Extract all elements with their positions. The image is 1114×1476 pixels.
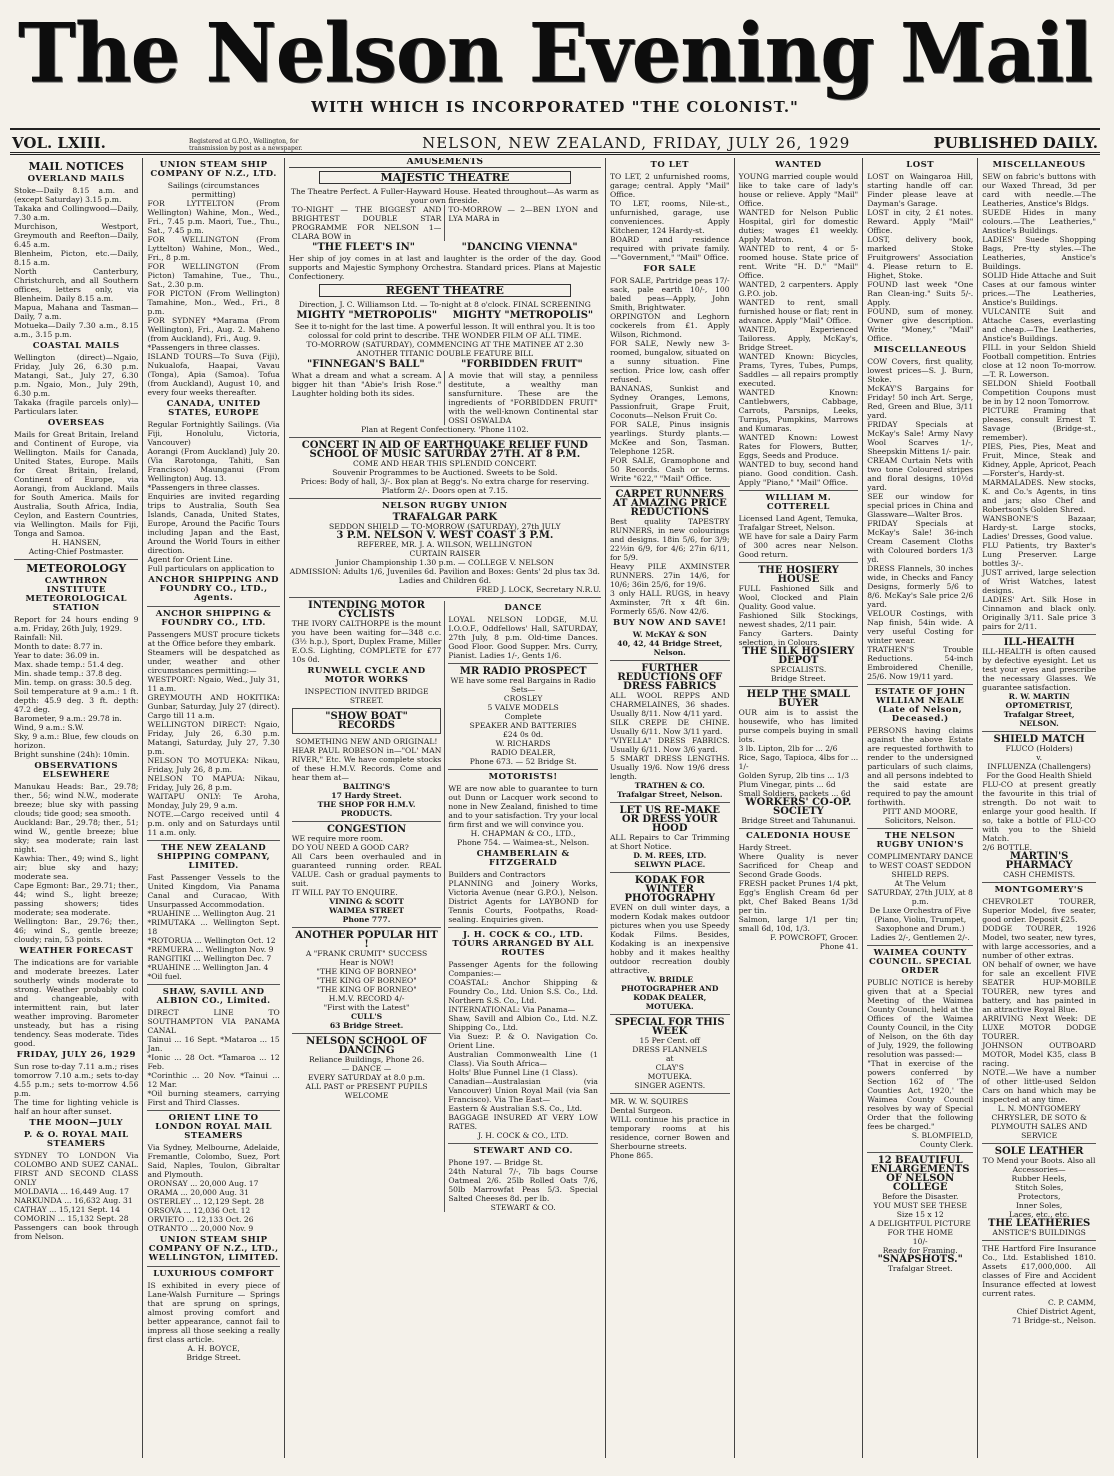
hosiery-house-body: FULL Fashioned Silk and Wool, Clocked and Plain Quality. Good value. Fashioned Silk Stockings, newest shades, 2/11 pair. Fancy Garters. Dainty selection, in Colours. bbox=[738, 584, 859, 647]
match-fixture: 3 P.M. NELSON V. WEST COAST 3 P.M. bbox=[336, 530, 554, 541]
estate-body: PERSONS having claims against the above Estate are requested forthwith to render to the undersigned particulars of such claims, and all persons indebted to the said estate are required to pay the amount forthwith. bbox=[867, 726, 974, 807]
caledonia-body: Hardy Street. Where Quality is never Sacrificed for Cheap and Second Grade Goods. FRESH packet Prunes 1/4 pkt, Egg's English Cream 6d per pkt, Chef Baked Beans 1/3d per tin. Salmon, large 1/1 per tin; small 6d, 10d, 1/3. bbox=[738, 843, 859, 933]
divider bbox=[14, 559, 138, 560]
leatheries-address: ANSTICE'S BUILDINGS bbox=[992, 1228, 1086, 1237]
column-wanted bbox=[735, 158, 864, 1458]
trathen-signature: TRATHEN & CO. Trafalgar Street, Nelson. bbox=[616, 781, 723, 799]
divider bbox=[289, 498, 601, 499]
rugby-secretary: FRED J. LOCK, Secretary N.R.U. bbox=[476, 585, 601, 594]
columns bbox=[10, 158, 1100, 1458]
curtain-raiser: CURTAIN RAISER Junior Championship 1.30 p.m. — COLLEGE V. NELSON ADMISSION: Adults 1/6, Juveniles 6d. Pavilion and Boxes: Gents' 2d plus tax 3d. Ladies and Children 6d. bbox=[289, 549, 600, 585]
rugby-union-heading: NELSON RUGBY UNION bbox=[382, 501, 508, 511]
cotterell-heading: WILLIAM M. COTTERELL bbox=[765, 493, 832, 512]
dateline bbox=[10, 128, 1100, 155]
waimea-heading: WAIMEA COUNTY COUNCIL. SPECIAL ORDER bbox=[869, 948, 972, 976]
divider bbox=[292, 927, 442, 928]
amusements-lower-right bbox=[445, 601, 601, 1212]
divider bbox=[982, 634, 1096, 635]
squires-notice: MR. W. W. SQUIRES Dental Surgeon. WILL continue his practice in temporary rooms at his residence, corner Bowen and Sherbourne streets. Phone 865. bbox=[609, 1097, 730, 1160]
divider bbox=[982, 1240, 1096, 1241]
moon-heading: THE MOON—JULY bbox=[29, 1118, 124, 1128]
pitt-moore-signature: PITT AND MOORE, Solicitors, Nelson. bbox=[882, 807, 958, 825]
orient-line-heading: ORIENT LINE TO LONDON ROYAL MAIL STEAMERS bbox=[155, 1113, 272, 1141]
shield-match-body: FLUCO (Holders) v. INFLUENZA (Challengers) For the Good Health Shield bbox=[986, 744, 1092, 780]
montgomery-body: CHEVROLET TOURER, Superior Model, five seater, good order. Deposit £25. DODGE TOURER, 1926 Model, two seater, new tyres, with large accessories, and a number of other extras. ON behalf of owner, we have for sale an excellent FIVE SEATER HUP-MOBILE TOURER, new tyres and battery, and has painted in an attractive Royal Blue. ARRIVING Next Week: DE LUXE MOTOR DODGE TOURER. JOHNSON OUTBOARD MOTOR, Model K35, class B racing. NOTE.—We have a number of other little-used Seldon Cars on hand which may be inspected at any time. bbox=[982, 897, 1096, 1104]
chamberlain-heading: CHAMBERLAIN & FITZGERALD bbox=[476, 849, 570, 868]
metropolis-title-left: MIGHTY "METROPOLIS" bbox=[296, 310, 438, 321]
carpet-runners-heading: CARPET RUNNERS AT AMAZING PRICE REDUCTIONS bbox=[612, 489, 727, 518]
runwell-heading: RUNWELL CYCLE AND MOTOR WORKS bbox=[307, 666, 426, 685]
divider bbox=[448, 927, 598, 928]
divider bbox=[610, 660, 730, 661]
silk-hosiery-body: SPECIALISTS. Bridge Street. bbox=[770, 665, 827, 683]
union-subheading: Sailings (circumstances permitting) bbox=[167, 181, 260, 199]
kodak-body: EVEN on dull winter days, a modern Kodak makes outdoor pictures when you use Speedy Kodak Films. Besides, Kodaking is an inexpensive hobby and it makes healthy outdoor recreation doubly attractive. bbox=[609, 903, 730, 975]
divider bbox=[739, 828, 859, 829]
sun-times: Sun rose to-day 7.11 a.m.; rises tomorrow 7.10 a.m.; sets to-day 4.55 p.m.; sets to-morrow 4.56 p.m. The time for lighting vehicle is half an hour after sunset. bbox=[14, 1062, 139, 1116]
baltings-signature: BALTING'S 17 Hardy Street. THE SHOP FOR H.M.V. PRODUCTS. bbox=[317, 782, 416, 818]
divider bbox=[448, 769, 598, 770]
divider bbox=[739, 562, 859, 563]
singer-agents: SINGER AGENTS. bbox=[634, 1081, 706, 1090]
divider bbox=[147, 984, 279, 985]
divider bbox=[867, 945, 973, 946]
divider bbox=[289, 597, 601, 598]
seddon-shield: SEDDON SHIELD — TO-MORROW (SATURDAY), 27th JULY bbox=[329, 522, 561, 531]
weather-forecast-heading: WEATHER FORECAST bbox=[19, 946, 134, 956]
richards-signature: W. RICHARDS RADIO DEALER, Phone 673. — 52 Bridge St. bbox=[469, 739, 577, 766]
tonight-bill: TO-NIGHT — THE BIGGEST AND BRIGHTEST DOUBLE STAR PROGRAMME FOR NELSON 1—CLARA BOW in bbox=[289, 205, 446, 241]
divider bbox=[867, 828, 973, 829]
small-buyer-body: OUR aim is to assist the housewife, who has limited purse compels buying in small lots. 3 lb. Lipton, 2lb for ... 2/6 Rice, Sago, Tapioca, 4lbs for ... 1/- Golden Syrup, 2lb tins ... 1/3 Plum Vinegar, pints ... 6d Small Soldiers, packets ... 6d bbox=[738, 708, 859, 798]
showboat-sub: SOMETHING NEW AND ORIGINAL! bbox=[295, 737, 438, 746]
showboat-box bbox=[292, 708, 442, 734]
divider bbox=[739, 686, 859, 687]
hosiery-house-heading: THE HOSIERY HOUSE bbox=[757, 565, 839, 585]
enlargements-heading: 12 BEAUTIFUL ENLARGEMENTS OF NELSON COLLEGE bbox=[870, 1155, 970, 1193]
divider bbox=[147, 1110, 279, 1111]
forbidden-fruit-title: "FORBIDDEN FRUIT" bbox=[461, 359, 583, 370]
majestic-bill bbox=[289, 205, 601, 241]
shield-match-heading: SHIELD MATCH bbox=[993, 734, 1085, 745]
place-and-date: NELSON, NEW ZEALAND, FRIDAY, JULY 26, 1929 bbox=[422, 134, 851, 152]
column-shipping bbox=[143, 158, 284, 1458]
overseas-mails: Mails for Great Britain, Ireland and Continent of Europe, via Wellington. Mails for Canada, United States, Europe. Mails for Great Britain, Ireland, Continent of Europe, via Aorangi, from Auckland. Mails for South America. Mails for Australia, South Africa, India, Ceylon, and Eastern Countries, via Wellington. Mails for Fiji, Tonga and Samoa. bbox=[14, 430, 139, 538]
stewart-heading: STEWART AND CO. bbox=[473, 1146, 573, 1156]
lost-ads: LOST on Waingaroa Hill, starting handle off car. Finder please leave at Dayman's Garage. LOST in city, 2 £1 notes. Reward. Apply "Mail" Office. LOST, delivery book, marked Stoke Fruitgrowers' Association 4. Please return to E. Highet, Stoke. FOUND last week "One Ran Clean-ing." Suits 5/-. Apply. FOUND, sum of money. Owner give description. Write "Money," "Mail" Office. bbox=[867, 172, 974, 343]
blomfield-signature: S. BLOMFIELD, County Clerk. bbox=[911, 1131, 974, 1149]
observations-heading: OBSERVATIONS ELSEWHERE bbox=[34, 761, 119, 780]
popular-hit-heading: ANOTHER POPULAR HIT ! bbox=[295, 930, 438, 950]
metropolis-title-right: MIGHTY "METROPOLIS" bbox=[452, 310, 594, 321]
postmaster-signature: H. HANSEN, Acting-Chief Postmaster. bbox=[28, 538, 124, 556]
workers-coop-address: Bridge Street and Tahunanui. bbox=[741, 816, 856, 825]
special-body: 15 Per Cent. off DRESS FLANNELS at CLAY'S MOTUEKA. bbox=[632, 1036, 708, 1081]
volume-number: VOL. LXIII. bbox=[12, 134, 106, 152]
regent-tomorrow: TO-MORROW (SATURDAY), COMMENCING AT THE MATINEE AT 2.30 ANOTHER TITANIC DOUBLE FEATURE BILL bbox=[306, 340, 584, 358]
union-sailings: FOR LYTTELTON (From Wellington) Wahine, Mon., Wed., Fri., 7.45 p.m. Maori, Tue., Thu., Sat., 7.45 p.m. FOR WELLINGTON (From Lyttelton) Wahine, Mon., Wed., Fri., 8 p.m. FOR WELLINGTON (From Picton) Tamahine, Tue., Thu., Sat., 2.30 p.m. FOR PICTON (From Wellington) Tamahine, Mon., Wed., Fri., 8 p.m. FOR SYDNEY *Marama (From Wellington), Fri., Aug. 2. Maheno (from Auckland), Fri., Aug. 9. *Passengers in three classes. ISLAND TOURS—To Suva (Fiji), Nukualofa, Haapai, Vavau (Tonga), Apia (Samoa). Tofua (from Auckland), August 10, and every four weeks thereafter. bbox=[147, 199, 280, 397]
majestic-theatre-heading: MAJESTIC THEATRE bbox=[319, 171, 571, 184]
for-sale-heading: FOR SALE bbox=[643, 264, 697, 274]
cock-body: Passenger Agents for the following Companies:— COASTAL: Anchor Shipping & Foundry Co., Ltd. Union S.S. Co., Ltd. Northern S.S. Co., Ltd. INTERNATIONAL: Via Panama— Shaw, Savill and Albion Co., Ltd. N.Z. Shipping Co., Ltd. Via Suez: P. & O. Navigation Co. Orient Line. Australian Commonwealth Line (1 Class). Via South Africa— Holts' Blue Funnel Line (1 Class). Canadian—Australasian (via Vancouver) Union Royal Mail (via San Francisco). Via The East— Eastern & Australian S.S. Co., Ltd. BAGGAGE INSURED AT VERY LOW RATES. bbox=[448, 960, 598, 1131]
lost-heading: LOST bbox=[906, 160, 935, 170]
met-report: Report for 24 hours ending 9 a.m. Friday, 26th July, 1929. Rainfall: Nil. Month to date: 8.77 in. Year to date: 36.09 in. Max. shade temp.: 51.4 deg. Min. shade temp.: 37.8 deg. Min. temp. on grass: 30.5 deg. Soil temperature at 9 a.m.: 1 ft. depth: 45.9 deg. 3 ft. depth: 47.2 deg. Barometer, 9 a.m.: 29.78 in. Wind, 9 a.m.: S.W. Sky, 9 a.m.: Blue, few clouds on horizon. Bright sunshine (24h): 10min. bbox=[14, 615, 139, 759]
metropolis-title-row bbox=[289, 311, 601, 320]
motor-cyclists-heading: INTENDING MOTOR CYCLISTS bbox=[308, 600, 425, 620]
martins-pharmacy-sub: CASH CHEMISTS. bbox=[1003, 870, 1076, 879]
trafalgar-park: TRAFALGAR PARK bbox=[392, 512, 498, 523]
martin-optometrist: R. W. MARTIN OPTOMETRIST, Trafalgar Street, NELSON. bbox=[1003, 692, 1075, 728]
silk-hosiery-heading: THE SILK HOSIERY DEPOT bbox=[742, 646, 855, 666]
stewart-signature: STEWART & CO. bbox=[490, 1203, 556, 1212]
met-station-heading: CAWTHRON INSTITUTE METEOROLOGICAL STATION bbox=[25, 576, 127, 613]
montgomery-heading: MONTGOMERY'S bbox=[994, 885, 1084, 895]
majestic-intro: The Theatre Perfect. A Fuller-Hayward House. Heated throughout—As warm as your own fireside. bbox=[290, 187, 599, 205]
registration-note: Registered at G.P.O., Wellington, for transmission by post as a newspaper. bbox=[189, 138, 303, 152]
hood-body: ALL Repairs to Car Trimming at Short Notice. bbox=[609, 833, 730, 851]
wanted-ads: YOUNG married couple would like to take care of lady's house or relieve. Apply "Mail" Office. WANTED for Nelson Public Hospital, girl for domestic duties; wages £1 weekly. Apply Matron. WANTED to rent, 4 or 5-roomed house. State price of rent. Write "H. D." "Mail" Office. WANTED, 2 carpenters. Apply G.P.O. job. WANTED to rent, small furnished house or flat; rent in advance. Apply "Mail" Office. WANTED, Experienced Tailoress. Apply, McKay's, Bridge Street. WANTED Known: Bicycles, Prams, Tyres, Tubes, Pumps, Saddles — all repairs promptly executed. WANTED Known: Cantlebwers, Cabbage, Carrots, Parsnips, Leeks, Turnips, Pumpkins, Marrows and Kumaras. WANTED Known: Lowest Rates for Flowers, Butter, Eggs, Seeds and Produce. WANTED to buy, second hand piano. Good condition. Cash. Apply "Piano," "Mail" Office. bbox=[738, 172, 859, 487]
divider bbox=[610, 1014, 730, 1015]
divider bbox=[867, 684, 973, 685]
culls-signature: CULL'S 63 Bridge Street. bbox=[329, 1012, 404, 1030]
masthead-subtitle: WITH WHICH IS INCORPORATED "THE COLONIST." bbox=[311, 98, 799, 116]
runwell-sub: INSPECTION INVITED BRIDGE STREET. bbox=[304, 687, 429, 705]
nz-shipping-heading: THE NEW ZEALAND SHIPPING COMPANY, LIMITED. bbox=[157, 843, 271, 871]
divider bbox=[982, 731, 1096, 732]
double-feature-body bbox=[289, 371, 601, 425]
hood-heading: LET US RE-MAKE OR DRESS YOUR HOOD bbox=[619, 805, 720, 834]
coastal-mails: Wellington (direct)—Ngaio, Friday, July 26, 6.30 p.m. Matangi, Sat., July 27, 6.30 p.m. Ngaio, Mon., July 29th, 6.30 p.m. Takaka (fragile parcels only)—Particulars later. bbox=[14, 353, 139, 416]
to-let-ads: TO LET, 2 unfurnished rooms, garage; central. Apply "Mail" Office. TO LET, rooms, Nile-st., unfurnished, garage, use conveniences. Apply Kitchener, 124 Hardy-st. BOARD and residence required with private family.—"Government," "Mail" Office. bbox=[609, 172, 730, 262]
enlargements-body: Before the Disaster. YOU MUST SEE THESE Size 15 x 12 A DELIGHTFUL PICTURE FOR THE HOME 10/- Ready for Framing. bbox=[869, 1192, 971, 1255]
showboat-body: HEAR PAUL ROBESON in—"OL' MAN RIVER," Etc. We have complete stocks of these H.M.V. Records. Come and hear them at— bbox=[291, 746, 442, 782]
divider bbox=[448, 663, 598, 664]
concert-body: COME AND HEAR THIS SPLENDID CONCERT. Souvenir Programmes to be Auctioned. Sweets to be Sold. Prices: Body of hall, 3/-. Box plan at Begg's. No extra charge for reserving. Platform 2/-. Doors open at 7.15. bbox=[300, 459, 589, 495]
dancing-vienna-title: "DANCING VIENNA" bbox=[461, 242, 578, 253]
divider bbox=[448, 1143, 598, 1144]
tomorrow-bill: TO-MORROW — 2—BEN LYON and LYA MARA in bbox=[448, 205, 598, 223]
carpet-runners-body: Best quality TAPESTRY RUNNERS, in new colourings and designs. 18in 5/6, for 3/9; 22½in 6/9, for 4/6; 27in 6/11, for 5/9. Heavy PILE AXMINSTER RUNNERS. 27in 14/6, for 10/6; 36in 25/6, for 19/6. 3 only HALL RUGS, in heavy Axminster, 7ft x 4ft 6in. Formerly 65/6. Now 42/6. bbox=[609, 517, 730, 616]
divider bbox=[147, 606, 279, 607]
dance-body: LOYAL NELSON LODGE, M.U. I.O.O.F., Oddfellows' Hall, SATURDAY, 27th July, 8 p.m. Old-time Dances. Good Floor. Good Supper. Mrs. Curry, Pianist. Ladies 1/-, Gents 1/6. bbox=[448, 615, 598, 660]
divider bbox=[867, 1152, 973, 1153]
hartford-signature: C. P. CAMM, Chief District Agent, 71 Bridge-st., Nelson. bbox=[1011, 1298, 1096, 1325]
to-let-heading: TO LET bbox=[650, 160, 689, 170]
overland-heading: OVERLAND MAILS bbox=[27, 174, 125, 184]
column-mail-notices bbox=[10, 158, 143, 1458]
dancing-school-body: Reliance Buildings, Phone 26. — DANCE — EVERY SATURDAY at 8.0 p.m. ALL PAST or PRESENT PUPILS WELCOME bbox=[305, 1055, 428, 1100]
leatheries-heading: THE LEATHERIES bbox=[988, 1218, 1091, 1229]
motor-cyclists-ad: THE IVORY CALTHORPE is the mount you have been waiting for—348 c.c. (3½ h.p.), Sport, Duplex Frame, Miller E.O.S. Lighting, COMPLETE for £77 10s 0d. bbox=[291, 619, 442, 664]
powcroft-signature: F. POWCROFT, Grocer. Phone 41. bbox=[770, 933, 859, 951]
kodak-heading: KODAK FOR WINTER PHOTOGRAPHY bbox=[624, 875, 716, 904]
bridle-signature: W. BRIDLE PHOTOGRAPHER AND KODAK DEALER, MOTUEKA. bbox=[621, 975, 719, 1011]
overland-mails: Stoke—Daily 8.15 a.m. and (except Saturday) 3.15 p.m. Takaka and Collingwood—Daily, 7.30 a.m. Murchison, Westport, Greymouth and Reefton—Daily, 6.45 a.m. Blenheim, Picton, etc.—Daily, 8.15 a.m. North Canterbury, Christchurch, and all Southern offices, letters only, via Blenheim. Daily 8.15 a.m. Mapua, Mahana and Tasman—Daily, 7 a.m. Motueka—Daily 7.30 a.m., 8.15 a.m., 3.15 p.m. bbox=[14, 186, 139, 339]
luxurious-comfort-heading: LUXURIOUS COMFORT bbox=[153, 1269, 274, 1279]
fluco-body: FLU-CO at present greatly the favourite in this trial of strength. Do not wait to enlarge your good health. If so, take a bottle of FLU-CO with you to the Shield Match. 2/6 BOTTLE. bbox=[982, 780, 1096, 852]
heaton-signature: H. CHAPMAN & CO., LTD., Phone 754. — Waimea-st., Nelson. bbox=[457, 829, 590, 847]
concert-heading: CONCERT IN AID OF EARTHQUAKE RELIEF FUND bbox=[301, 440, 588, 451]
referee: REFEREE, MR. J. A. WILSON, WELLINGTON bbox=[357, 540, 533, 549]
sole-leather-heading: SOLE LEATHER bbox=[994, 1146, 1084, 1157]
canada-sailings: Regular Fortnightly Sailings. (Via Fiji, Honolulu, Victoria, Vancouver) Aorangi (From Auckland) July 20. (Via Rarotonga, Tahiti, San Francisco) Maunganui (From Wellington) Aug. 13. *Passengers in three classes. Enquiries are invited regarding trips to Australia, South Sea Islands, Canada, United States, Europe, Around the Pacific Tours including Japan and the East, Around the World Tours in either direction. Agent for Orient Line. Full particulars on application to bbox=[147, 420, 280, 573]
divider bbox=[292, 1033, 442, 1034]
double-feature bbox=[289, 360, 601, 369]
metropolis-body: See it to-night for the last time. A powerful lesson. It will enthral you. It is too colossal for cold print to describe. THE WONDER FILM OF ALL TIME. bbox=[294, 322, 595, 340]
divider bbox=[739, 490, 859, 491]
snapshots-heading: "SNAPSHOTS." bbox=[877, 1254, 963, 1265]
masthead bbox=[10, 6, 1100, 126]
shaw-savill-sailings: DIRECT LINE TO SOUTHAMPTON VIA PANAMA CANAL Tainui ... 16 Sept. *Mataroa ... 15 Jan. *Ionic ... 28 Oct. *Tamaroa ... 12 Feb. *Corinthic ... 20 Nov. *Tainui ... 12 Mar. *Oil burning steamers, carrying First and Third Classes. bbox=[147, 1008, 280, 1107]
anchor-shipping-heading: ANCHOR SHIPPING & FOUNDRY CO., LTD. bbox=[155, 609, 272, 628]
buy-now-heading: BUY NOW AND SAVE! bbox=[613, 618, 727, 628]
cock-signature: J. H. COCK & CO., LTD. bbox=[477, 1131, 569, 1140]
column-miscellaneous bbox=[978, 158, 1100, 1458]
chamberlain-body: Builders and Contractors PLANNING and Joinery Works, Victoria Avenue (near G.P.O.), Nelson. District Agents for LAYBOND for Tennis Courts, Footpaths, Road-sealing. Enquiries given. bbox=[448, 870, 598, 924]
overseas-heading: OVERSEAS bbox=[47, 418, 105, 428]
regent-direction: Direction, J. C. Williamson Ltd. — To-night at 8 o'clock. FINAL SCREENING bbox=[298, 300, 591, 309]
majestic-body: Her ship of joy comes in at last and laughter is the order of the day. Good supports and Majestic Symphony Orchestra. Standard prices. Plans at Majestic Confectionery. bbox=[288, 254, 601, 281]
mail-notices-heading: MAIL NOTICES bbox=[28, 160, 124, 173]
anchor-sailings: Passengers MUST procure tickets at the Office before they embark. Steamers will be despatched as under, weather and other circumstances permitting:— WESTPORT: Ngaio, Wed., July 31, 11 a.m. GREYMOUTH AND HOKITIKA: Gunbar, Saturday, July 27 (direct). Cargo till 11 a.m. WELLINGTON DIRECT: Ngaio, Friday, July 26, 6.30 p.m. Matangi, Saturday, July 27, 7.30 p.m. NELSON TO MOTUEKA: Nikau, Friday, July 26, 8 p.m. NELSON TO MAPUA: Nikau, Friday, July 26, 8 p.m. WAITAPU ONLY: Te Aroha, Monday, July 29, 9 a.m. NOTE.—Cargo received until 4 p.m. only and on Saturdays until 11 a.m. only. bbox=[147, 630, 280, 837]
dance-heading: DANCE bbox=[504, 603, 542, 613]
finnegans-ball-title: "FINNEGAN'S BALL" bbox=[307, 359, 425, 370]
showboat-heading: "SHOW BOAT" RECORDS bbox=[325, 711, 408, 731]
miscellaneous-heading: MISCELLANEOUS bbox=[873, 345, 967, 355]
divider bbox=[610, 802, 730, 803]
column-to-let bbox=[606, 158, 735, 1458]
nz-shipping-sailings: Fast Passenger Vessels to the United Kingdom, Via Panama Canal and Curacao, With Unsurpassed Accommodation. *RUAHINE ... Wellington Aug. 21 *RIMUTAKA ... Wellington Sept. 18 *ROTORUA ... Wellington Oct. 12 *REMUERA ... Wellington Nov. 9 RANGITIKI ... Wellington Dec. 7 *RUAHINE ... Wellington Jan. 4 *Oil fuel. bbox=[147, 873, 280, 981]
shaw-savill-heading: SHAW, SAVILL AND ALBION CO., Limited. bbox=[156, 987, 271, 1006]
po-sailings: SYDNEY TO LONDON Via COLOMBO AND SUEZ CANAL. FIRST AND SECOND CLASS ONLY MOLDAVIA ... 16,449 Aug. 17 NARKUNDA ... 16,632 Aug. 31 CATHAY ... 15,121 Sept. 14 COMORIN ... 15,132 Sept. 28 Passengers can book through from Nelson. bbox=[14, 1151, 139, 1241]
workers-coop-heading: WORKERS' CO-OP. SOCIETY bbox=[745, 797, 852, 817]
column-amusements bbox=[285, 158, 606, 1458]
cotterell-body: Licensed Land Agent, Temuka, Trafalgar Street, Nelson. WE have for sale a Dairy Farm of 300 acres near Nelson. Good return. bbox=[738, 514, 859, 559]
wanted-heading: WANTED bbox=[775, 160, 822, 170]
divider bbox=[292, 821, 442, 822]
boyce-signature: A. H. BOYCE, Bridge Street. bbox=[186, 1344, 241, 1362]
divider bbox=[610, 486, 730, 487]
forbidden-fruit-body: A movie that will stay, a penniless destitute, a wealthy man sansfurniture. These are the ingredients of "FORBIDDEN FRUIT" with the well-known Continental star OSSI OSWALDA bbox=[448, 371, 598, 425]
rees-signature: D. M. REES, LTD. SELWYN PLACE. bbox=[633, 851, 707, 869]
rugby-dance-body: COMPLIMENTARY DANCE to WEST COAST SEDDON SHIELD REPS. At The Velum SATURDAY, 27th JULY, at 8 p.m. De Luxe Orchestra of Five (Piano, Violin, Trumpet, Saxophone and Drum.) Ladies 2/-, Gentlemen 2/-. bbox=[867, 852, 973, 942]
cock-heading: J. H. COCK & CO., LTD. TOURS ARRANGED BY ALL ROUTES bbox=[452, 930, 594, 958]
divider bbox=[147, 840, 279, 841]
dancing-school-heading: NELSON SCHOOL OF DANCING bbox=[306, 1036, 427, 1056]
divider bbox=[610, 872, 730, 873]
regent-plan: Plan at Regent Confectionery. 'Phone 1102. bbox=[361, 425, 529, 434]
divider bbox=[982, 882, 1096, 883]
congestion-heading: CONGESTION bbox=[326, 824, 407, 835]
for-sale-ads: FOR SALE, Partridge peas 17/- sack, pale earth 10/-, 100 baled peas—Apply, John Smith, Brightwater. ORPINGTON and Leghorn cockerels from £1. Apply Wilson, Richmond. FOR SALE, Newly new 3-roomed, bungalow, situated on a sunny situation. Fine section. Price low, cash offer refused. BANANAS, Sunkist and Sydney Oranges, Lemons, Passionfruit, Grape Fruit, Coconuts—Nelson Fruit Co. FOR SALE, Pinus insignis yearlings. Sturdy plants.—McKee and Son, Tasman. Telephone 125R. FOR SALE, Gramophone and 50 Records. Cash or terms. Write "622," "Mail" Office. bbox=[609, 276, 730, 483]
martins-pharmacy-heading: MARTIN'S PHARMACY bbox=[1005, 851, 1073, 871]
special-heading: SPECIAL FOR THIS WEEK bbox=[614, 1017, 725, 1037]
majestic-films bbox=[289, 243, 601, 252]
ill-health-body: ILL-HEALTH is often caused by defective eyesight. Let us test your eyes and prescribe the necessary Glasses. We guarantee satisfaction. bbox=[982, 647, 1096, 692]
sole-leather-body: TO Mend your Boots. Also all Accessories— Rubber Heels, Stitch Soles, Protectors, Inner Soles, Laces, etc., etc. bbox=[982, 1156, 1096, 1219]
misc-ads: SEW on fabric's buttons with our Waxed Thread, 3d per card with needle.—The Leatheries, Anstice's Bldgs. SUEDE Hides in many colours.—The Leatheries," Anstice's Buildings. LADIES' Suede Shopping Bags, Pre-tty styles.—The Leatheries, Anstice's Buildings. SOLID Hide Attache and Suit Cases at our famous winter prices.—The Leatheries, Anstice's Buildings. VULCANITE Suit and Attache Cases, everlasting and cheap.—The Leatheries, Anstice's Buildings. FILL in your Seldon Shield Football competition. Entries close at 12 noon To-morrow.—T. R. Lowerson. SELDON Shield Football Competition Coupons must be in by 12 noon Tomorrow. PICTURE Framing that pleases, consult Ernest T. Savage (Bridge-st., remember). PIES, Pies, Pies, Meat and Fruit, Mince, Steak and Kidney, Apple, Apricot, Peach—Forster's, Hardy-st. MARMALADES. New stocks, K. and Co.'s Agents, in tins and jars; also Chef and Robertson's Golden Shred. WANSBONE'S Bazaar, Hardy-st. Large stocks, Ladies' Dresses, Good value. FLU Patients, try Baxter's Lung Preserver. Large bottles 3/-. JUST arrived, large selection of Wrist Watches, latest designs. LADIES' Art. Silk Hose in Cinnamon and black only. Originally 3/11. Sale price 3 pairs for 2/11. bbox=[982, 172, 1096, 631]
union-steamship-heading: UNION STEAM SHIP COMPANY OF N.Z., LTD. bbox=[150, 160, 277, 179]
congestion-body: WE require more room. DO YOU NEED A GOOD CAR? All Cars been overhauled and in guaranteed running order. REAL VALUE. Cash or gradual payments to suit. IT WILL PAY TO ENQUIRE. bbox=[291, 834, 442, 897]
misc-heading: MISCELLANEOUS bbox=[992, 160, 1086, 170]
stewart-body: Phone 197. — Bridge St. 24th Natural 7/-, 7lb bags Course Oatmeal 2/6. 25lb Rolled Oats 7/6, 50lb Marrowfat Peas 5/3. Special Salted Cheeses 8d. per lb. bbox=[448, 1158, 598, 1203]
amusements-lower-left bbox=[289, 601, 446, 1212]
orient-line-sailings: Via Sydney, Melbourne, Adelaide, Fremantle, Colombo, Suez, Port Said, Naples, Toulon, Gibraltar and Plymouth. ORONSAY ... 20,000 Aug. 17 ORAMA ... 20,000 Aug. 31 OSTERLEY ... 12,129 Sept. 28 ORSOVA ... 12,036 Oct. 12 ORVIETO ... 12,133 Oct. 26 OTRANTO ... 20,000 Nov. 9 bbox=[147, 1143, 280, 1233]
dress-fabrics-heading: FURTHER REDUCTIONS OFF DRESS FABRICS bbox=[617, 663, 723, 692]
caledonia-heading: CALEDONIA HOUSE bbox=[745, 831, 851, 841]
coastal-heading: COASTAL MAILS bbox=[32, 341, 120, 351]
luxurious-comfort-ad: IS exhibited in every piece of Lane-Walsh Furniture — Springs that are sprung on springs, almost proving comfort and better appearance, cannot fail to impress all those seeking a really first class article. bbox=[147, 1281, 280, 1344]
regent-theatre-heading: REGENT THEATRE bbox=[319, 284, 571, 297]
amusements-lower bbox=[289, 601, 601, 1212]
po-heading: P. & O. ROYAL MAIL STEAMERS bbox=[23, 1130, 129, 1149]
motorists-body: WE are now able to guarantee to turn out Dunn or Lacquer work second to none in New Zealand, finished to time and to your satisfaction. Try your local firm first and we will convince you. bbox=[448, 784, 598, 829]
fleets-in-title: "THE FLEET'S IN" bbox=[312, 242, 415, 253]
divider bbox=[289, 437, 601, 438]
motorists-heading: MOTORISTS! bbox=[488, 772, 558, 782]
amusements-heading: AMUSEMENTS bbox=[289, 158, 601, 168]
ill-health-heading: ILL-HEALTH bbox=[1003, 637, 1075, 648]
column-lost bbox=[863, 158, 978, 1458]
radio-body: WE have some real Bargains in Radio Sets— CROSLEY 5 VALVE MODELS Complete SPEAKER AND BATTERIES £24 0s 0d. bbox=[450, 676, 596, 739]
divider bbox=[982, 1143, 1096, 1144]
vining-scott: VINING & SCOTT WAIMEA STREET Phone 777. bbox=[329, 897, 404, 924]
union2-heading: UNION STEAM SHIP COMPANY OF N.Z., LTD., WELLINGTON, LIMITED. bbox=[148, 1235, 279, 1263]
hartford-body: THE Hartford Fire Insurance Co., Ltd. Established 1810. Assets £17,000,000. All classes of Fire and Accident Insurance effected at lowest current rates. bbox=[982, 1244, 1096, 1298]
observations: Manukau Heads: Bar., 29.78; ther., 56; wind N.W., moderate breeze; blue sky with passing clouds; tide good; sea smooth. Auckland: Bar., 29.78; ther., 51; wind W., gentle breeze; blue sky; sea moderate; rain last night. Kawhia: Ther., 49; wind S., light air; blue sky and hazy; moderate sea. Cape Egmont: Bar., 29.71; ther., 44; wind S., light breeze; passing showers; tides moderate; sea moderate. Wellington: Bar., 29.76; ther., 46; wind S., gentle breeze; cloudy; rain, 53 points. bbox=[14, 782, 139, 944]
meteorology-heading: METEOROLOGY bbox=[26, 562, 127, 575]
newspaper-title-logo: The Nelson Evening Mail bbox=[17, 5, 1093, 102]
rugby-dance-heading: THE NELSON RUGBY UNION'S bbox=[876, 831, 964, 850]
friday-heading: FRIDAY, JULY 26, 1929 bbox=[16, 1050, 136, 1060]
radio-heading: MR RADIO PROSPECT bbox=[459, 666, 587, 677]
divider bbox=[610, 1093, 730, 1094]
concert-subheading: SCHOOL OF MUSIC SATURDAY 27TH. AT 8 P.M. bbox=[309, 449, 581, 460]
montgomery-signature: L. N. MONTGOMERY CHRYSLER, DE SOTO & PLYMOUTH SALES AND SERVICE bbox=[990, 1104, 1088, 1140]
weather-forecast: The indications are for variable and moderate breezes. Later southerly winds moderate to strong. Weather probably cold and changeable, with intermittent rain, but later weather improving. Barometer unsteady, but has a rising tendency. Seas moderate. Tides good. bbox=[14, 958, 139, 1048]
published-daily: PUBLISHED DAILY. bbox=[933, 134, 1098, 152]
snapshots-address: Trafalgar Street. bbox=[887, 1264, 953, 1273]
small-buyer-heading: HELP THE SMALL BUYER bbox=[746, 689, 850, 709]
estate-heading: ESTATE OF JOHN WILLIAM NEALE (Late of Nelson, Deceased.) bbox=[874, 687, 966, 724]
canada-heading: CANADA, UNITED STATES, EUROPE bbox=[166, 399, 261, 418]
divider bbox=[147, 1266, 279, 1267]
finnegans-ball-body: What a dream and what a scream. A bigger hit than "Abie's Irish Rose." Laughter holding both its sides. bbox=[289, 371, 446, 425]
dress-fabrics-body: ALL WOOL REPPS AND CHARMELAINES, 36 shades. Usually 8/11. Now 4/11 yard. SILK CREPE DE CHINE. Usually 6/11. Now 3/11 yard. "VIYELLA" DRESS FABRICS. Usually 6/11. Now 3/6 yard. 5 SMART DRESS LENGTHS. Usually 19/6. Now 19/6 dress length. bbox=[609, 691, 730, 781]
popular-hit-body: A "FRANK CRUMIT" SUCCESS Hear is NOW! "THE KING OF BORNEO" "THE KING OF BORNEO" "THE KING OF BORNEO" H.M.V. RECORD 4/- "First with the Latest" bbox=[305, 949, 428, 1012]
anchor-agents: ANCHOR SHIPPING AND FOUNDRY CO., LTD., Agents. bbox=[148, 575, 279, 603]
miscellaneous-ads: COW Covers, first quality, lowest prices—S. J. Burn, Stoke. McKAY'S Bargains for Friday! 50 inch Art. Serge, Red, Green and Blue, 3/11 yard. FRIDAY Specials at McKay's Sale! Army Navy Wool Scarves 1/-, Sheepskin Mittens 1/- pair. CREAM Curtain Nets with two tone Coloured stripes and floral designs, 10½d yard. SEE our window for special prices in China and Glassware—Walter Bros. FRIDAY Specials at McKay's Sale! 36-inch Cream Casement Cloths with Coloured borders 1/3 yd. DRESS Flannels, 30 inches wide, in Checks and Fancy Designs, formerly 5/6 to 8/6. McKay's Sale price 2/6 yard. VELOUR Costings, with Nap finish, 54in wide. A very useful Costing for winter wear. TRATHEN'S Trouble Reductions. 54-inch Embroidered Chenille, 25/6. Now 19/11 yard. bbox=[867, 357, 974, 681]
mckay-signature: W. McKAY & SON 40, 42, 44 Bridge Street, Nelson. bbox=[617, 630, 723, 657]
waimea-body: PUBLIC NOTICE is hereby given that at a Special Meeting of the Waimea County Council, held at the Offices of the Waimea County Council, in the City of Nelson, on the 6th day of July, 1929, the following resolution was passed:— "That in exercise of the powers conferred by Section 162 of 'The Counties Act, 1920,' the Waimea County Council resolves by way of Special Order that the following fees be charged." bbox=[867, 978, 974, 1131]
